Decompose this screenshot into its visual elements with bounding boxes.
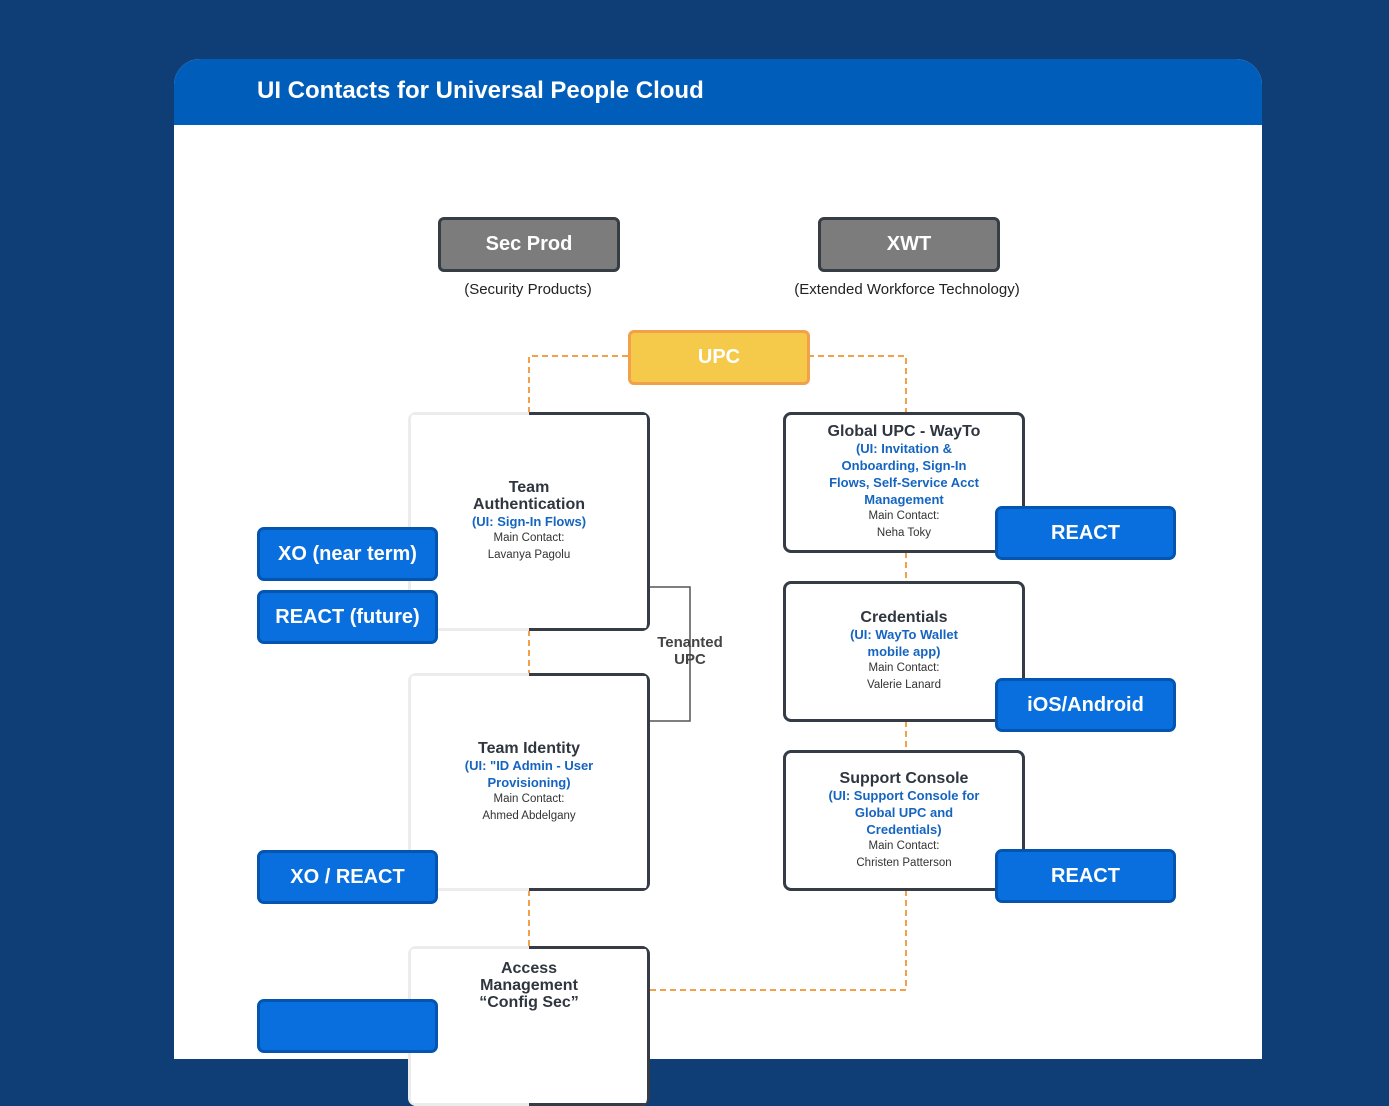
- tech-tag-xo-react: XO / REACT: [257, 850, 438, 904]
- team-title: Team Authentication: [473, 479, 585, 513]
- team-title: Credentials: [860, 609, 948, 626]
- contact-name: Ahmed Abdelgany: [482, 809, 576, 822]
- team-node-authentication: [408, 412, 650, 631]
- contact-label: Main Contact:: [868, 662, 940, 674]
- tech-tag-react-future: REACT (future): [257, 590, 438, 644]
- contact-name: Lavanya Pagolu: [487, 549, 571, 561]
- team-node-global-upc-wayto: [783, 412, 1025, 553]
- team-node-access-management: [408, 946, 650, 1106]
- tech-tag-xo-near-term: XO (near term): [257, 527, 438, 581]
- connector-upc-right: [808, 356, 906, 412]
- contact-label: Main Contact:: [868, 839, 940, 852]
- connector-upc-left: [529, 356, 628, 412]
- tech-tag-access: [257, 999, 438, 1053]
- team-ui: (UI: Sign-In Flows): [471, 514, 587, 529]
- org-subtitle: (Security Products): [464, 281, 592, 298]
- team-node-credentials: [783, 581, 1025, 722]
- contact-name: Christen Patterson: [856, 856, 952, 869]
- team-title: Global UPC - WayTo: [827, 423, 981, 440]
- contact-name: Valerie Lanard: [867, 679, 941, 691]
- page-title: UI Contacts for Universal People Cloud: [257, 77, 704, 104]
- team-title: Team Identity: [478, 739, 580, 757]
- org-node-sec-prod: Sec Prod: [438, 217, 620, 272]
- contact-name: Neha Toky: [876, 527, 932, 539]
- connector-support-access: [650, 890, 906, 990]
- team-ui: (UI: Support Console for Global UPC and Credentials): [828, 787, 980, 837]
- team-title: Support Console: [839, 769, 969, 787]
- org-node-xwt: XWT: [818, 217, 1000, 272]
- team-ui: (UI: Invitation & Onboarding, Sign-In Flows, Self-Service Acct Management: [829, 441, 979, 507]
- tenanted-label: Tenanted UPC: [657, 634, 723, 668]
- contact-label: Main Contact:: [493, 792, 565, 805]
- team-ui: (UI: "ID Admin - User Provisioning): [464, 757, 594, 790]
- tech-tag-ios-android: iOS/Android: [995, 678, 1176, 732]
- tech-tag-react: REACT: [995, 506, 1176, 560]
- root-node-upc: UPC: [628, 330, 810, 385]
- team-ui: (UI: WayTo Wallet mobile app): [850, 627, 958, 659]
- team-ui: “Config Sec”: [479, 994, 579, 1011]
- team-node-support-console: [783, 750, 1025, 891]
- contact-label: Main Contact:: [868, 510, 940, 522]
- team-node-identity: [408, 673, 650, 891]
- team-title: Access Management: [480, 960, 578, 994]
- org-subtitle: (Extended Workforce Technology): [794, 281, 1020, 298]
- tech-tag-react: REACT: [995, 849, 1176, 903]
- contact-label: Main Contact:: [493, 532, 565, 544]
